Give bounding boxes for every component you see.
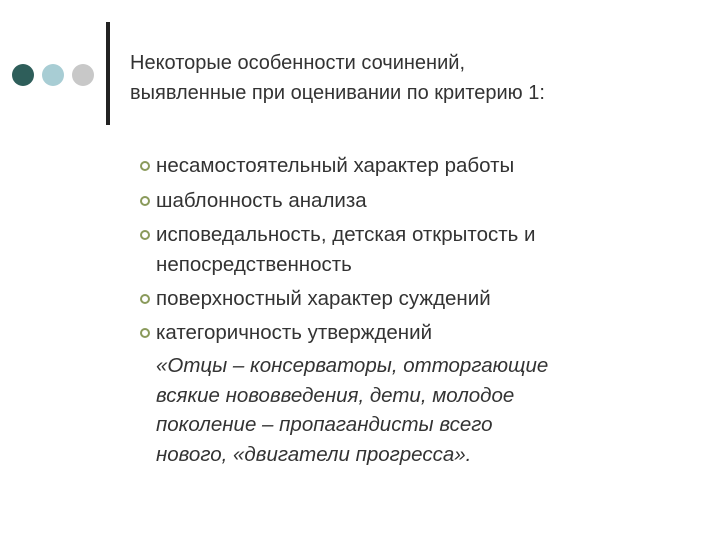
quote-line: поколение – пропагандисты всего [156, 413, 493, 436]
list-item-text: шаблонность анализа [156, 189, 367, 212]
quote-line: нового, «двигатели прогресса». [156, 442, 472, 466]
circle-bullet-icon [140, 294, 150, 304]
circle-bullet-icon [140, 328, 150, 338]
list-item-text: несамостоятельный характер работы [156, 154, 515, 177]
list-item-text: исповедальность, детская открытость и [156, 223, 536, 246]
list-item-text: поверхностный характер суждений [156, 287, 491, 310]
quote-line: «Отцы – консерваторы, отторгающие [156, 354, 549, 377]
circle-bullet-icon [140, 230, 150, 240]
quote-line: всякие нововведения, дети, молодое [156, 383, 515, 407]
quote-block [156, 351, 686, 469]
circle-bullet-icon [140, 196, 150, 206]
circle-bullet-icon [140, 161, 150, 171]
list-item-text: категоричность утверждений [156, 321, 433, 344]
title-line-2: выявленные при оценивании по критерию 1: [130, 82, 545, 104]
title-line-1: Некоторые особенности сочинений, [130, 52, 465, 74]
list-item-text-continued: непосредственность [156, 253, 352, 276]
